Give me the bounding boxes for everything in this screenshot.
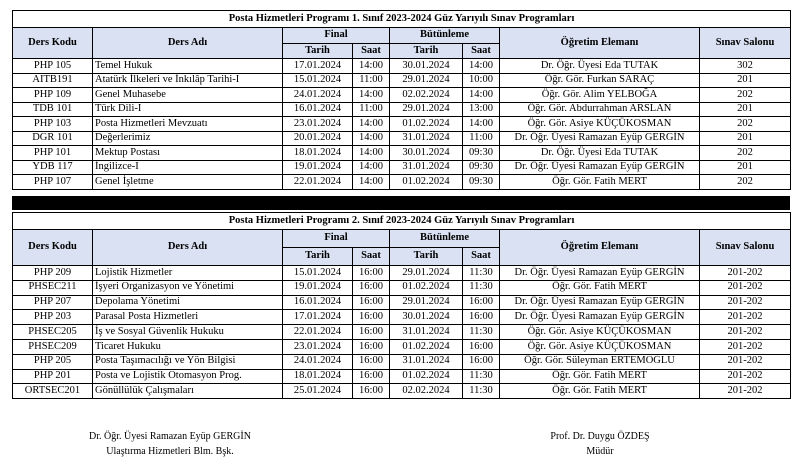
course-name: Temel Hukuk — [93, 59, 283, 74]
makeup-date: 01.02.2024 — [390, 117, 463, 132]
exam-room: 201 — [700, 131, 791, 146]
exam-room: 201-202 — [700, 280, 791, 295]
makeup-date: 01.02.2024 — [390, 280, 463, 295]
section-divider — [12, 196, 790, 210]
table-row — [13, 369, 791, 384]
course-code: PHP 203 — [13, 310, 93, 325]
course-code: PHP 201 — [13, 369, 93, 384]
instructor: Öğr. Gör. Asiye KÜÇÜKOSMAN — [500, 117, 700, 132]
final-date: 19.01.2024 — [283, 280, 353, 295]
exam-room: 202 — [700, 175, 791, 190]
exam-room: 201-202 — [700, 384, 791, 399]
course-name: Parasal Posta Hizmetleri — [93, 310, 283, 325]
table-row — [13, 131, 791, 146]
course-name: İşyeri Organizasyon ve Yönetimi — [93, 280, 283, 295]
table-row — [13, 102, 791, 117]
makeup-date: 30.01.2024 — [390, 310, 463, 325]
instructor: Dr. Öğr. Üyesi Eda TUTAK — [500, 59, 700, 74]
makeup-time: 11:30 — [463, 280, 500, 295]
final-date: 24.01.2024 — [283, 354, 353, 369]
table-row — [13, 295, 791, 310]
header-code: Ders Kodu — [13, 230, 93, 266]
exam-room: 201 — [700, 73, 791, 88]
instructor: Öğr. Gör. Furkan SARAÇ — [500, 73, 700, 88]
instructor: Dr. Öğr. Üyesi Ramazan Eyüp GERGİN — [500, 131, 700, 146]
signature-left-title: Ulaştırma Hizmetleri Blm. Bşk. — [106, 445, 234, 457]
header-final-date: Tarih — [283, 248, 353, 266]
final-time: 16:00 — [353, 310, 390, 325]
course-code: ORTSEC201 — [13, 384, 93, 399]
final-date: 22.01.2024 — [283, 325, 353, 340]
exam-room: 201-202 — [700, 310, 791, 325]
header-makeup: Bütünleme — [390, 230, 500, 248]
exam-room: 202 — [700, 117, 791, 132]
makeup-time: 11:00 — [463, 131, 500, 146]
final-time: 11:00 — [353, 73, 390, 88]
header-final: Final — [283, 28, 390, 44]
final-time: 14:00 — [353, 175, 390, 190]
instructor: Öğr. Gör. Fatih MERT — [500, 175, 700, 190]
course-name: Genel İşletme — [93, 175, 283, 190]
course-name: Posta ve Lojistik Otomasyon Prog. — [93, 369, 283, 384]
final-date: 25.01.2024 — [283, 384, 353, 399]
header-staff: Öğretim Elemanı — [500, 230, 700, 266]
final-time: 16:00 — [353, 339, 390, 354]
final-date: 16.01.2024 — [283, 102, 353, 117]
final-date: 17.01.2024 — [283, 59, 353, 74]
exam-room: 201-202 — [700, 295, 791, 310]
course-code: PHP 205 — [13, 354, 93, 369]
table-row — [13, 325, 791, 340]
course-code: PHSEC205 — [13, 325, 93, 340]
course-name: Depolama Yönetimi — [93, 295, 283, 310]
final-time: 11:00 — [353, 102, 390, 117]
course-name: Genel Muhasebe — [93, 88, 283, 103]
exam-room: 201-202 — [700, 354, 791, 369]
header-staff: Öğretim Elemanı — [500, 28, 700, 59]
table-row — [13, 280, 791, 295]
makeup-time: 14:00 — [463, 88, 500, 103]
makeup-time: 11:30 — [463, 369, 500, 384]
final-time: 16:00 — [353, 266, 390, 281]
makeup-date: 31.01.2024 — [390, 325, 463, 340]
course-name: İş ve Sosyal Güvenlik Hukuku — [93, 325, 283, 340]
final-time: 16:00 — [353, 384, 390, 399]
final-time: 14:00 — [353, 160, 390, 175]
makeup-time: 09:30 — [463, 175, 500, 190]
instructor: Dr. Öğr. Üyesi Ramazan Eyüp GERGİN — [500, 295, 700, 310]
makeup-date: 02.02.2024 — [390, 88, 463, 103]
final-time: 14:00 — [353, 59, 390, 74]
course-name: Ticaret Hukuku — [93, 339, 283, 354]
makeup-date: 31.01.2024 — [390, 354, 463, 369]
header-room: Sınav Salonu — [700, 230, 791, 266]
makeup-date: 29.01.2024 — [390, 73, 463, 88]
course-name: Posta Taşımacılığı ve Yön Bilgisi — [93, 354, 283, 369]
exam-room: 201 — [700, 102, 791, 117]
final-date: 20.01.2024 — [283, 131, 353, 146]
final-time: 14:00 — [353, 88, 390, 103]
signature-right-name: Prof. Dr. Duygu ÖZDEŞ — [550, 431, 650, 442]
final-time: 16:00 — [353, 369, 390, 384]
header-name: Ders Adı — [93, 230, 283, 266]
exam-room: 202 — [700, 88, 791, 103]
exam-table-2 — [12, 212, 791, 399]
final-time: 14:00 — [353, 117, 390, 132]
instructor: Öğr. Gör. Abdurrahman ARSLAN — [500, 102, 700, 117]
table-row — [13, 384, 791, 399]
course-code: PHP 103 — [13, 117, 93, 132]
makeup-time: 16:00 — [463, 339, 500, 354]
signature-left-name: Dr. Öğr. Üyesi Ramazan Eyüp GERGİN — [89, 431, 251, 442]
table-body — [13, 59, 791, 190]
makeup-time: 16:00 — [463, 295, 500, 310]
table-row — [13, 160, 791, 175]
table-row — [13, 117, 791, 132]
table-title: Posta Hizmetleri Programı 1. Sınıf 2023-2024 Güz Yarıyılı Sınav Programları — [13, 11, 791, 28]
course-code: DGR 101 — [13, 131, 93, 146]
exam-room: 201-202 — [700, 339, 791, 354]
header-makeup-time: Saat — [463, 44, 500, 59]
course-code: PHP 207 — [13, 295, 93, 310]
final-time: 14:00 — [353, 131, 390, 146]
instructor: Öğr. Gör. Fatih MERT — [500, 369, 700, 384]
makeup-time: 10:00 — [463, 73, 500, 88]
instructor: Dr. Öğr. Üyesi Eda TUTAK — [500, 146, 700, 161]
course-name: İngilizce-I — [93, 160, 283, 175]
makeup-date: 30.01.2024 — [390, 146, 463, 161]
final-date: 16.01.2024 — [283, 295, 353, 310]
table-row — [13, 354, 791, 369]
makeup-date: 29.01.2024 — [390, 102, 463, 117]
header-final-time: Saat — [353, 248, 390, 266]
header-makeup-date: Tarih — [390, 44, 463, 59]
instructor: Öğr. Gör. Süleyman ERTEMOĞLU — [500, 354, 700, 369]
makeup-date: 01.02.2024 — [390, 369, 463, 384]
final-date: 15.01.2024 — [283, 266, 353, 281]
makeup-time: 16:00 — [463, 354, 500, 369]
course-code: PHP 107 — [13, 175, 93, 190]
table-row — [13, 266, 791, 281]
final-time: 16:00 — [353, 325, 390, 340]
final-time: 14:00 — [353, 146, 390, 161]
course-code: PHP 109 — [13, 88, 93, 103]
header-room: Sınav Salonu — [700, 28, 791, 59]
final-date: 19.01.2024 — [283, 160, 353, 175]
course-name: Gönüllülük Çalışmaları — [93, 384, 283, 399]
instructor: Öğr. Gör. Fatih MERT — [500, 384, 700, 399]
makeup-time: 09:30 — [463, 146, 500, 161]
final-date: 17.01.2024 — [283, 310, 353, 325]
makeup-time: 14:00 — [463, 117, 500, 132]
makeup-date: 01.02.2024 — [390, 175, 463, 190]
exam-room: 302 — [700, 59, 791, 74]
instructor: Öğr. Gör. Asiye KÜÇÜKOSMAN — [500, 339, 700, 354]
instructor: Dr. Öğr. Üyesi Ramazan Eyüp GERGİN — [500, 160, 700, 175]
course-name: Lojistik Hizmetler — [93, 266, 283, 281]
final-date: 18.01.2024 — [283, 369, 353, 384]
makeup-date: 29.01.2024 — [390, 266, 463, 281]
table-row — [13, 339, 791, 354]
course-code: PHSEC209 — [13, 339, 93, 354]
final-date: 18.01.2024 — [283, 146, 353, 161]
instructor: Dr. Öğr. Üyesi Ramazan Eyüp GERGİN — [500, 310, 700, 325]
header-code: Ders Kodu — [13, 28, 93, 59]
makeup-date: 31.01.2024 — [390, 131, 463, 146]
header-makeup-time: Saat — [463, 248, 500, 266]
signature-right-title: Müdür — [586, 445, 614, 457]
makeup-time: 11:30 — [463, 384, 500, 399]
final-time: 16:00 — [353, 280, 390, 295]
header-final-date: Tarih — [283, 44, 353, 59]
exam-room: 201 — [700, 160, 791, 175]
course-name: Posta Hizmetleri Mevzuatı — [93, 117, 283, 132]
table-row — [13, 175, 791, 190]
course-code: PHSEC211 — [13, 280, 93, 295]
exam-room: 201-202 — [700, 266, 791, 281]
course-code: PHP 101 — [13, 146, 93, 161]
final-time: 16:00 — [353, 295, 390, 310]
final-time: 16:00 — [353, 354, 390, 369]
header-name: Ders Adı — [93, 28, 283, 59]
makeup-time: 14:00 — [463, 59, 500, 74]
makeup-date: 30.01.2024 — [390, 59, 463, 74]
signature-right — [500, 430, 700, 459]
table-title: Posta Hizmetleri Programı 2. Sınıf 2023-2024 Güz Yarıyılı Sınav Programları — [13, 213, 791, 230]
table-body — [13, 266, 791, 399]
table-row — [13, 146, 791, 161]
final-date: 24.01.2024 — [283, 88, 353, 103]
exam-room: 201-202 — [700, 369, 791, 384]
makeup-date: 31.01.2024 — [390, 160, 463, 175]
course-name: Türk Dili-I — [93, 102, 283, 117]
final-date: 15.01.2024 — [283, 73, 353, 88]
makeup-time: 13:00 — [463, 102, 500, 117]
makeup-time: 09:30 — [463, 160, 500, 175]
final-date: 23.01.2024 — [283, 117, 353, 132]
exam-room: 201-202 — [700, 325, 791, 340]
makeup-date: 01.02.2024 — [390, 339, 463, 354]
header-makeup-date: Tarih — [390, 248, 463, 266]
makeup-date: 02.02.2024 — [390, 384, 463, 399]
makeup-time: 11:30 — [463, 325, 500, 340]
makeup-time: 11:30 — [463, 266, 500, 281]
table-row — [13, 59, 791, 74]
signature-left — [40, 430, 300, 459]
instructor: Öğr. Gör. Fatih MERT — [500, 280, 700, 295]
instructor: Öğr. Gör. Alim YELBOĞA — [500, 88, 700, 103]
table-row — [13, 88, 791, 103]
header-final: Final — [283, 230, 390, 248]
course-code: YDB 117 — [13, 160, 93, 175]
header-makeup: Bütünleme — [390, 28, 500, 44]
course-code: AITB191 — [13, 73, 93, 88]
table-row — [13, 73, 791, 88]
course-code: PHP 209 — [13, 266, 93, 281]
header-final-time: Saat — [353, 44, 390, 59]
exam-table-1 — [12, 10, 791, 190]
course-code: PHP 105 — [13, 59, 93, 74]
instructor: Öğr. Gör. Asiye KÜÇÜKOSMAN — [500, 325, 700, 340]
course-code: TDB 101 — [13, 102, 93, 117]
makeup-time: 16:00 — [463, 310, 500, 325]
final-date: 23.01.2024 — [283, 339, 353, 354]
course-name: Atatürk İlkeleri ve İnkılâp Tarihi-I — [93, 73, 283, 88]
makeup-date: 29.01.2024 — [390, 295, 463, 310]
course-name: Değerlerimiz — [93, 131, 283, 146]
instructor: Dr. Öğr. Üyesi Ramazan Eyüp GERGİN — [500, 266, 700, 281]
course-name: Mektup Postası — [93, 146, 283, 161]
exam-room: 202 — [700, 146, 791, 161]
final-date: 22.01.2024 — [283, 175, 353, 190]
table-row — [13, 310, 791, 325]
